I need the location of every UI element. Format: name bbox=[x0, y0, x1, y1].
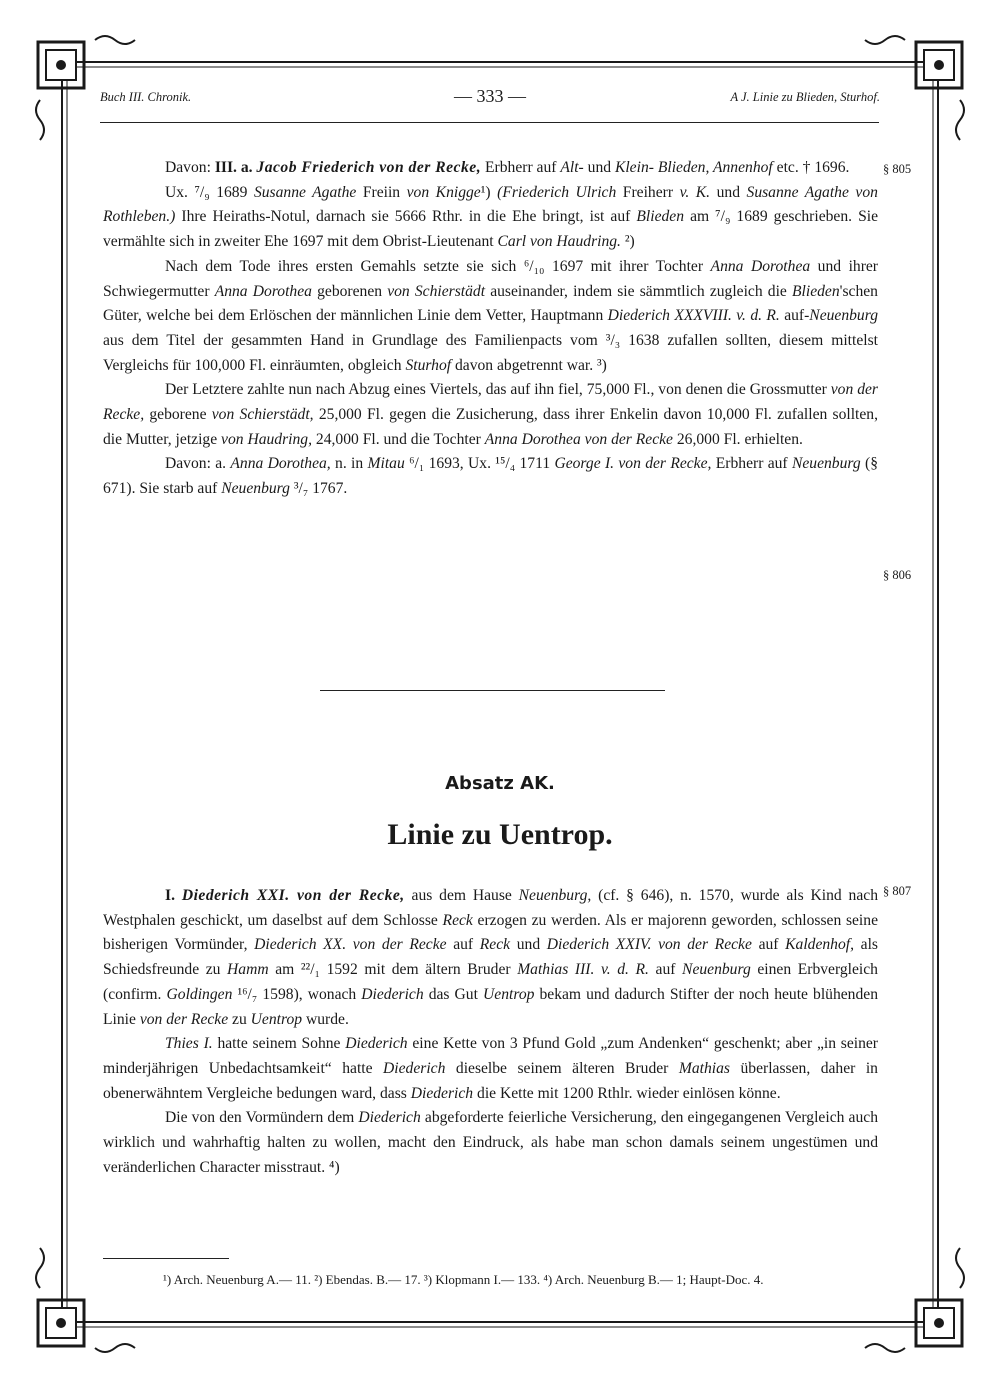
page-number: — 333 — bbox=[454, 86, 526, 106]
paragraph-diederich-xxi: I. Diederich XXI. von der Recke, aus dem Hause Neuenburg, (cf. § 646), n. 1570, wurde als Kind nach Westphalen geschickt, um daselbst auf dem Schlosse Reck erzogen zu werden. Als er majorenn geworden, schlossen seine bisherigen Vormünder, Diederich XX. von der Recke auf Reck und Diederich XXIV. von der Recke auf Kaldenhof, als Schiedsfreunde zu Hamm am ²²/₁ 1592 mit dem ältern Bruder Mathias III. v. d. R. auf Neuenburg einen Erbvergleich (confirm. Goldingen ¹⁶/₇ 1598), wonach Diederich das Gut Uentrop bekam und dadurch Stifter der noch heute blühenden Linie von der Recke zu Uentrop wurde. bbox=[103, 887, 878, 1028]
lower-text-block bbox=[103, 884, 878, 1180]
paragraph-der-letztere: Der Letztere zahlte nun nach Abzug eines Viertels, das auf ihn fiel, 75,000 Fl., von denen die Grossmutter von der Recke, geborene von Schierstädt, 25,000 Fl. gegen die Zusicherung, dass ihrer Enkelin davon 10,000 Fl. zufallen sollten, die Mutter, jetzige von Haudring, 24,000 Fl. und die Tochter Anna Dorothea von der Recke 26,000 Fl. erhielten. bbox=[103, 381, 879, 448]
header-rule bbox=[100, 122, 879, 123]
running-header bbox=[100, 86, 880, 110]
section-mark-807: § 807 bbox=[883, 884, 912, 898]
paragraph-davon-jacob: Davon: III. a. Jacob Friederich von der Recke, Erbherr auf Alt- und Klein- Blieden, Annenhof etc. † 1696. bbox=[165, 159, 850, 176]
corner-ornament-bottom-right bbox=[865, 1248, 964, 1352]
header-book-title: Buch III. Chronik. bbox=[100, 90, 192, 104]
linie-heading: Linie zu Uentrop. bbox=[387, 818, 613, 851]
header-section-title: A J. Linie zu Blieden, Sturhof. bbox=[730, 90, 880, 104]
paragraph-vormuendern: Die von den Vormündern dem Diederich abgeforderte feierliche Versicherung, den eingegangenen Vergleich auch wirklich und wahrhaftig halten zu wollen, macht den Eindruck, als habe man schon damals seinem ungestümen und veränderlichen Character misstraut. ⁴) bbox=[103, 1109, 878, 1176]
upper-text-block bbox=[103, 156, 878, 502]
paragraph-davon-anna: Davon: a. Anna Dorothea, n. in Mitau ⁶/₁ 1693, Ux. ¹⁵/₄ 1711 George I. von der Recke, Erbherr auf Neuenburg (§ 671). Sie starb auf Neuenburg ³/₇ 1767. bbox=[103, 455, 878, 498]
absatz-heading: Absatz AK. bbox=[445, 773, 555, 794]
section-mark-805: § 805 bbox=[883, 162, 912, 176]
paragraph-thies: Thies I. hatte seinem Sohne Diederich eine Kette von 3 Pfund Gold „zum Andenken“ geschenkt; aber „in seiner minderjährigen Unbedachtsamkeit“ hatte Diederich dieselbe seinem älteren Bruder Mathias überlassen, daher in obenerwähntem Vergleiche bedungen ward, dass Diederich die Kette mit 1200 Rthlr. wieder einlösen könne. bbox=[103, 1035, 878, 1102]
paragraph-nach-dem-tode: Nach dem Tode ihres ersten Gemahls setzte sie sich ⁶/₁₀ 1697 mit ihrer Tochter Anna Dorothea und ihrer Schwiegermutter Anna Dorothea geborenen von Schierstädt auseinander, indem sie sämmtlich zugleich die Blieden'schen Güter, welche bei dem Erlöschen der männlichen Linie dem Vetter, Hauptmann Diederich XXXVIII. v. d. R. auf-Neuenburg aus dem Titel der gesammten Hand in Grundlage des Familienpacts vom ³/₃ 1638 zufallen sollten, diesem mittelst Vergleichs für 100,000 Fl. einräumten, obgleich Sturhof davon abgetrennt war. ³) bbox=[103, 257, 879, 374]
footnotes: ¹) Arch. Neuenburg A.— 11. ²) Ebendas. B.— 17. ³) Klopmann I.— 133. ⁴) Arch. Neuenburg B.— 1; Haupt-Doc. 4. bbox=[163, 1272, 764, 1287]
corner-ornament-bottom-left bbox=[36, 1248, 135, 1352]
section-mark-806: § 806 bbox=[883, 568, 912, 582]
paragraph-ux-susanne: Ux. ⁷/₉ 1689 Susanne Agathe Freiin von Knigge¹) (Friederich Ulrich Freiherr v. K. und Susanne Agathe von Rothleben.) Ihre Heiraths-Notul, darnach sie 5666 Rthr. in die Ehe bringt, ist auf Blieden am ⁷/₉ 1689 geschrieben. Sie vermählte sich in zweiter Ehe 1697 mit dem Obrist-Lieutenant Carl von Haudring. ²) bbox=[103, 183, 879, 251]
footnote-rule bbox=[103, 1258, 229, 1259]
section-divider-rule bbox=[320, 690, 665, 691]
